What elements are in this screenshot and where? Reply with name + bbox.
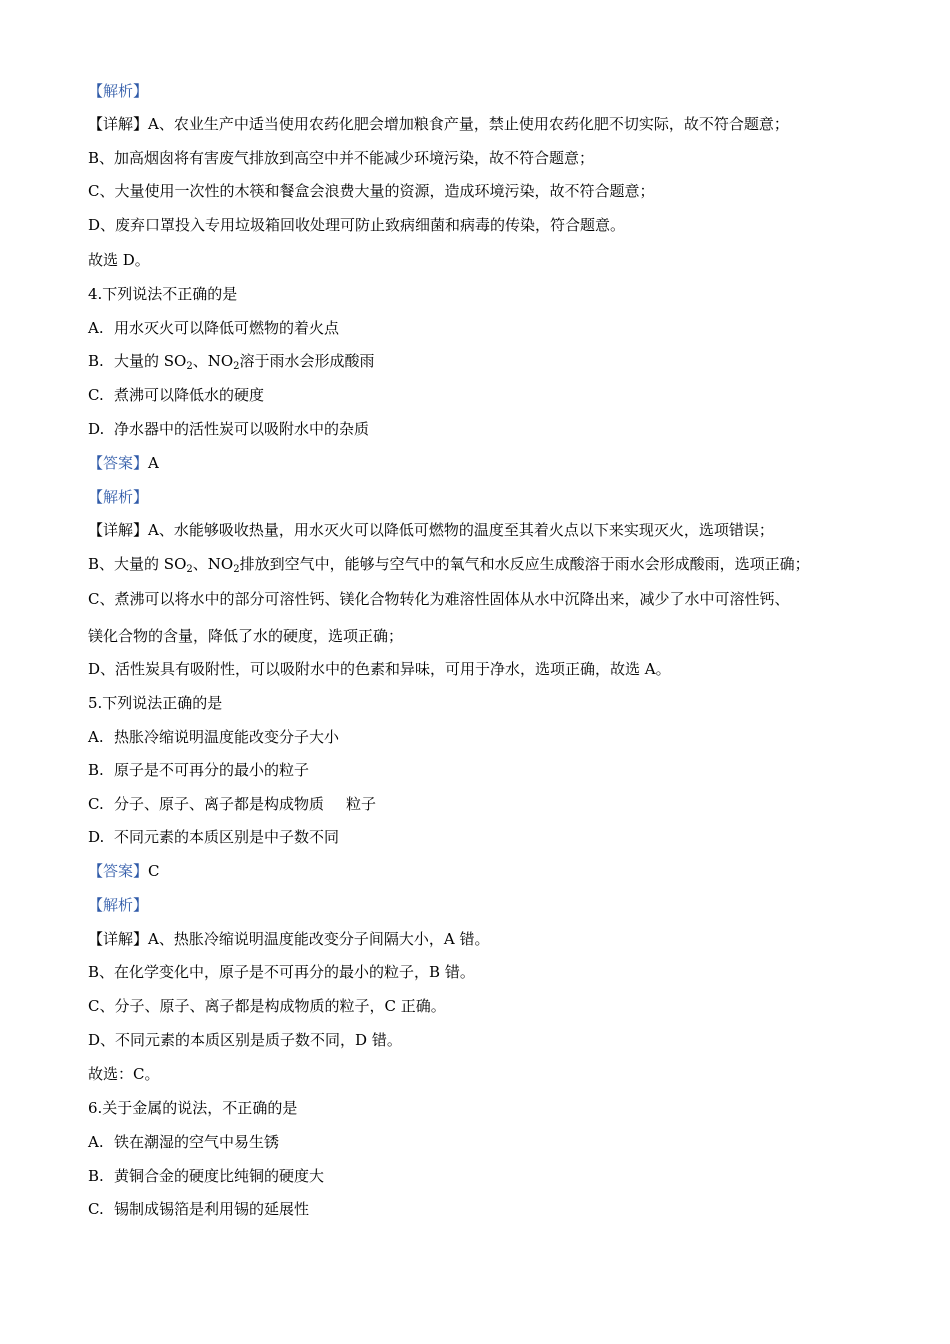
option-text-pre: 分子、原子、离子都是构成物质 xyxy=(114,795,325,813)
subscript: 2 xyxy=(186,564,193,575)
option-text: 不同元素的本质区别是中子数不同 xyxy=(114,828,340,846)
detail-line-b: B、加高烟囱将有害废气排放到高空中并不能减少环境污染，故不符合题意； xyxy=(88,149,595,167)
option-text-mid: 、NO xyxy=(192,352,234,370)
detail-tag: 【详解】 xyxy=(88,521,149,539)
detail-line-d: D、不同元素的本质区别是质子数不同，D 错。 xyxy=(88,1031,402,1049)
option-letter: A. xyxy=(88,728,104,746)
option-text: 净水器中的活性炭可以吸附水中的杂质 xyxy=(114,420,370,438)
option-text: 黄铜合金的硬度比纯铜的硬度大 xyxy=(114,1167,325,1185)
answer-value: C xyxy=(148,862,160,880)
option-text-pre: 大量的 SO xyxy=(114,352,187,370)
detail-text: A、热胀冷缩说明温度能改变分子间隔大小，A 错。 xyxy=(148,930,490,948)
analysis-tag-label: 【解析】 xyxy=(88,488,149,506)
option-text: 用水灭火可以降低可燃物的着火点 xyxy=(114,319,340,337)
option-b xyxy=(88,760,878,780)
answer-tag: 【答案】 xyxy=(88,454,149,472)
analysis-tag-label: 【解析】 xyxy=(88,896,149,914)
option-letter: B. xyxy=(88,1167,104,1185)
detail-line-c: C、大量使用一次性的木筷和餐盒会浪费大量的资源，造成环境污染，故不符合题意； xyxy=(88,182,655,200)
detail-line-d: D、废弃口罩投入专用垃圾箱回收处理可防止致病细菌和病毒的传染，符合题意。 xyxy=(88,216,626,234)
detail-tag: 【详解】 xyxy=(88,930,149,948)
detail-text-pre: B、大量的 SO xyxy=(88,555,187,573)
option-letter: D. xyxy=(88,420,105,438)
option-letter: D. xyxy=(88,828,105,846)
option-text: 锡制成锡箔是利用锡的延展性 xyxy=(114,1200,310,1218)
answer-line xyxy=(88,861,878,881)
option-c xyxy=(88,385,878,405)
answer-tag: 【答案】 xyxy=(88,862,149,880)
option-letter: B. xyxy=(88,352,104,370)
option-text: 原子是不可再分的最小的粒子 xyxy=(114,761,310,779)
detail-tag: 【详解】 xyxy=(88,115,149,133)
analysis-tag xyxy=(88,487,878,507)
detail-line-c1: C、煮沸可以将水中的部分可溶性钙、镁化合物转化为难溶性固体从水中沉降出来，减少了水中可溶性钙、 xyxy=(88,590,790,608)
analysis-tag-label: 【解析】 xyxy=(88,82,149,100)
option-text-post: 粒子 xyxy=(346,795,377,813)
detail-line xyxy=(88,929,878,949)
answer-line xyxy=(88,453,878,473)
detail-text: A、农业生产中适当使用农药化肥会增加粮食产量，禁止使用农药化肥不切实际，故不符合题意； xyxy=(148,115,789,133)
option-c xyxy=(88,794,878,814)
option-letter: B. xyxy=(88,761,104,779)
option-text-post: 溶于雨水会形成酸雨 xyxy=(239,352,375,370)
conclusion: 故选 D。 xyxy=(88,251,150,269)
option-letter: C. xyxy=(88,386,104,404)
detail-line-d: D、活性炭具有吸附性，可以吸附水中的色素和异味，可用于净水，选项正确，故选 A。 xyxy=(88,660,671,678)
question-stem: 6.关于金属的说法，不正确的是 xyxy=(88,1099,298,1117)
option-text: 热胀冷缩说明温度能改变分子大小 xyxy=(114,728,340,746)
detail-line xyxy=(88,520,878,540)
detail-text: A、水能够吸收热量，用水灭火可以降低可燃物的温度至其着火点以下来实现灭火，选项错误； xyxy=(148,521,774,539)
detail-text-mid: 、NO xyxy=(192,555,234,573)
option-c xyxy=(88,1199,878,1219)
option-text: 铁在潮湿的空气中易生锈 xyxy=(114,1133,280,1151)
subscript: 2 xyxy=(233,361,240,372)
detail-line-b xyxy=(88,554,878,574)
option-text: 煮沸可以降低水的硬度 xyxy=(114,386,265,404)
option-b xyxy=(88,351,878,371)
option-a xyxy=(88,318,878,338)
detail-line xyxy=(88,114,878,134)
question-stem: 4.下列说法不正确的是 xyxy=(88,285,238,303)
analysis-tag xyxy=(88,895,878,915)
option-letter: C. xyxy=(88,1200,104,1218)
option-d xyxy=(88,419,878,439)
subscript: 2 xyxy=(233,564,240,575)
option-letter: A. xyxy=(88,1133,104,1151)
answer-value: A xyxy=(148,454,159,472)
subscript: 2 xyxy=(186,361,193,372)
question-stem: 5.下列说法正确的是 xyxy=(88,694,223,712)
detail-line-b: B、在化学变化中，原子是不可再分的最小的粒子，B 错。 xyxy=(88,963,475,981)
option-a xyxy=(88,727,878,747)
detail-line-c: C、分子、原子、离子都是构成物质的粒子，C 正确。 xyxy=(88,997,446,1015)
analysis-tag xyxy=(88,81,878,101)
option-a xyxy=(88,1132,878,1152)
option-d xyxy=(88,827,878,847)
option-letter: C. xyxy=(88,795,104,813)
option-b xyxy=(88,1166,878,1186)
conclusion: 故选：C。 xyxy=(88,1065,160,1083)
detail-line-c2: 镁化合物的含量，降低了水的硬度，选项正确； xyxy=(88,627,404,645)
detail-text-post: 排放到空气中，能够与空气中的氧气和水反应生成酸溶于雨水会形成酸雨，选项正确； xyxy=(239,555,810,573)
option-letter: A. xyxy=(88,319,104,337)
